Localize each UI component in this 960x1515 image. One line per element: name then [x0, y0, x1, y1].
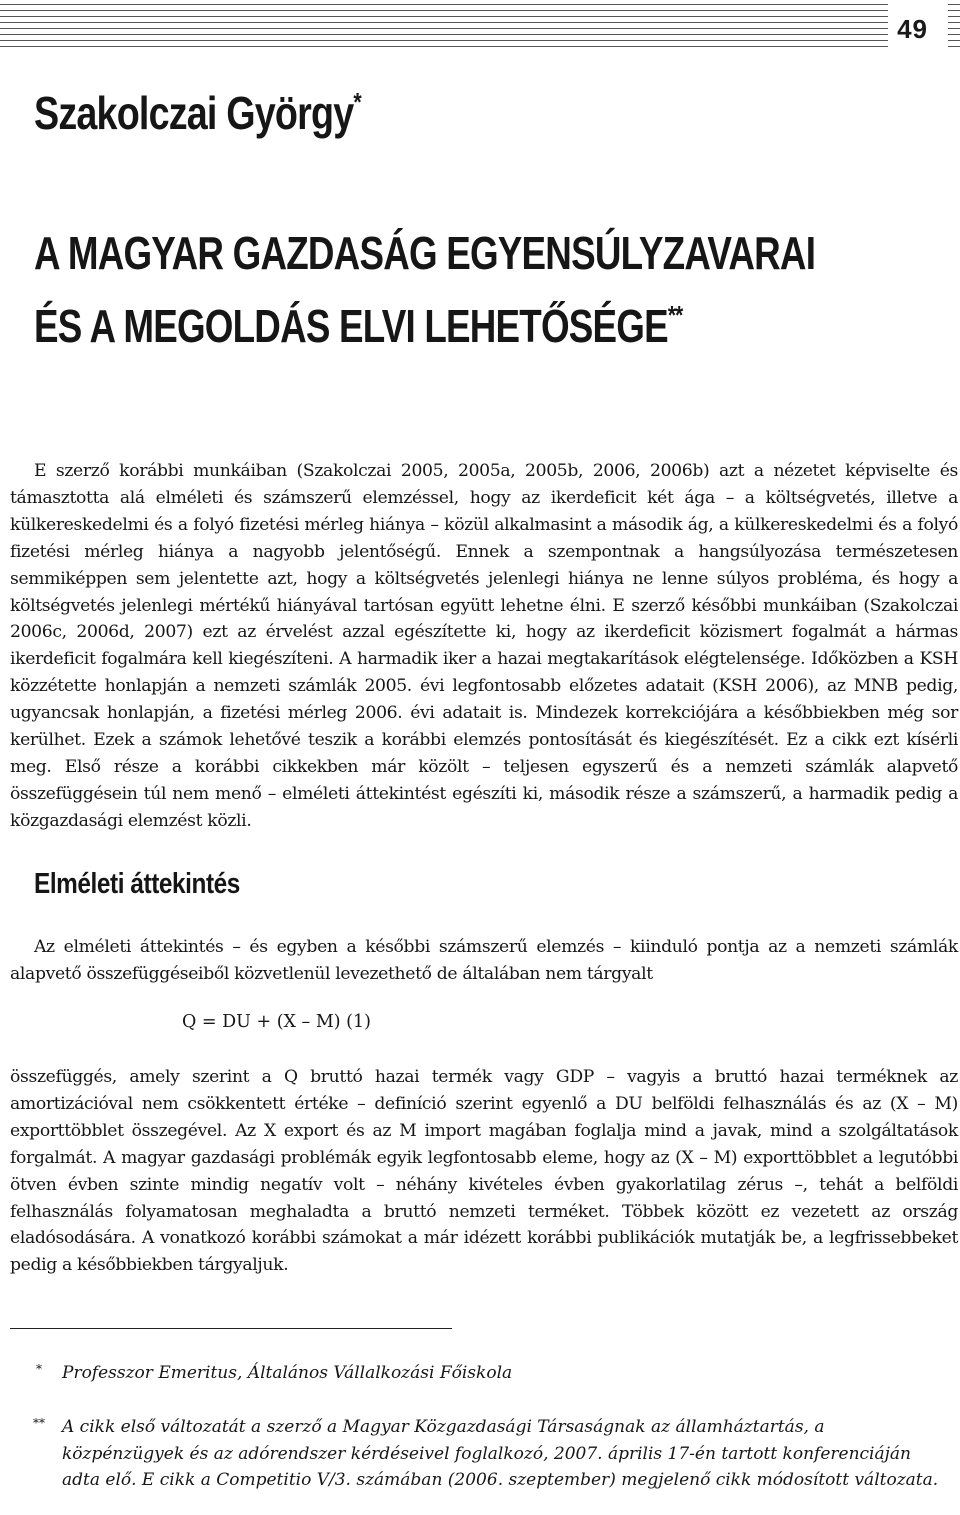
footnote-separator	[10, 1328, 452, 1329]
title-line-2: ÉS A MEGOLDÁS ELVI LEHETŐSÉGE**	[34, 300, 683, 352]
title-line-1: A MAGYAR GAZDASÁG EGYENSÚLYZAVARAI	[34, 227, 816, 279]
section-heading: Elméleti áttekintés	[34, 868, 240, 900]
footnote-1-text: Professzor Emeritus, Általános Vállalkozási Főiskola	[62, 1363, 513, 1383]
header-rule-lines	[0, 0, 960, 56]
article-title	[34, 222, 815, 357]
section-paragraph-2: összefüggés, amely szerint a Q bruttó hazai termék vagy GDP – vagyis a bruttó hazai terméknek az amortizációval nem csökkentett értéke – definíció szerint egyenlő a DU belföldi felhasználás és az (X – M) exporttöbblet összegével. Az X export és az M import magában foglalja mind a javak, mind a szolgáltatások forgalmát. A magyar gazdasági problémák egyik legfontosabb eleme, hogy az (X – M) exporttöbblet a legutóbbi ötven évben szinte mindig negatív volt – néhány kivételes évben gyakorlatilag zérus –, tehát a belföldi felhasználás folyamatosan meghaladta a bruttó nemzeti terméket. Többek között ez vezetett az ország eladósodására. A vonatkozó korábbi számokat a már idézett korábbi publikációk mutatják be, a legfrissebbeket pedig a későbbiekben tárgyaljuk.	[10, 1067, 958, 1276]
page-number: 49	[893, 14, 932, 45]
footnote-1-marker: *	[36, 1362, 42, 1376]
footnote-2-text: A cikk első változatát a szerző a Magyar Közgazdasági Társaságnak az államháztartás, a közpénzügyek és az adórendszer kérdéseivel foglalkozó, 2007. április 17-én tartott konferenciáján adta elő. E cikk a Competitio V/3. számában (2006. szeptember) megjelenő cikk módosított változata.	[62, 1417, 939, 1491]
equation-1: Q = DU + (X – M) (1)	[182, 1012, 371, 1032]
intro-paragraph: E szerző korábbi munkáiban (Szakolczai 2005, 2005a, 2005b, 2006, 2006b) azt a nézetet képviselte és támasztotta alá elméleti és számszerű elemzéssel, hogy az ikerdeficit két ága – a költségvetés, illetve a külkereskedelmi és a folyó fizetési mérleg hiánya – közül alkalmasint a második ág, a külkereskedelmi és a folyó fizetési mérleg hiánya a nagyobb jelentőségű. Ennek a szempontnak a hangsúlyozása természetesen semmiképpen sem jelentette azt, hogy a költségvetés jelenlegi hiánya ne lenne súlyos probléma, és hogy a költségvetés jelenlegi mértékű hiányával tartósan együtt lehetne élni. E szerző későbbi munkáiban (Szakolczai 2006c, 2006d, 2007) ezt az érvelést azzal egészítette ki, hogy az ikerdeficit közismert fogalmát a hármas ikerdeficit fogalmára kell kiegészíteni. A harmadik iker a hazai megtakarítások elégtelensége. Időközben a KSH közzétette honlapján a nemzeti számlák 2005. évi legfontosabb előzetes adatait (KSH 2006), az MNB pedig, ugyancsak honlapján, a fizetési mérleg 2006. évi adatait is. Mindezek korrekciójára a későbbiekben még sor kerülhet. Ezek a számok lehetővé teszik a korábbi elemzés pontosítását és kiegészítését. Ez a cikk ezt kísérli meg. Első része a korábbi cikkekben már közölt – teljesen egyszerű és a nemzeti számlák alapvető összefüggésein túl nem menő – elméleti áttekintést egészíti ki, második része a számszerű, a harmadik pedig a közgazdasági elemzést közli.	[10, 461, 958, 831]
title-footnote-marker: **	[667, 300, 683, 330]
author-footnote-marker: *	[353, 87, 361, 117]
author-name: Szakolczai György*	[34, 87, 361, 139]
section-paragraph-1: Az elméleti áttekintés – és egyben a későbbi számszerű elemzés – kiinduló pontja az a nemzeti számlák alapvető összefüggéseiből közvetlenül levezethető de általában nem tárgyalt	[10, 937, 958, 984]
footnote-2-marker: **	[33, 1416, 45, 1430]
